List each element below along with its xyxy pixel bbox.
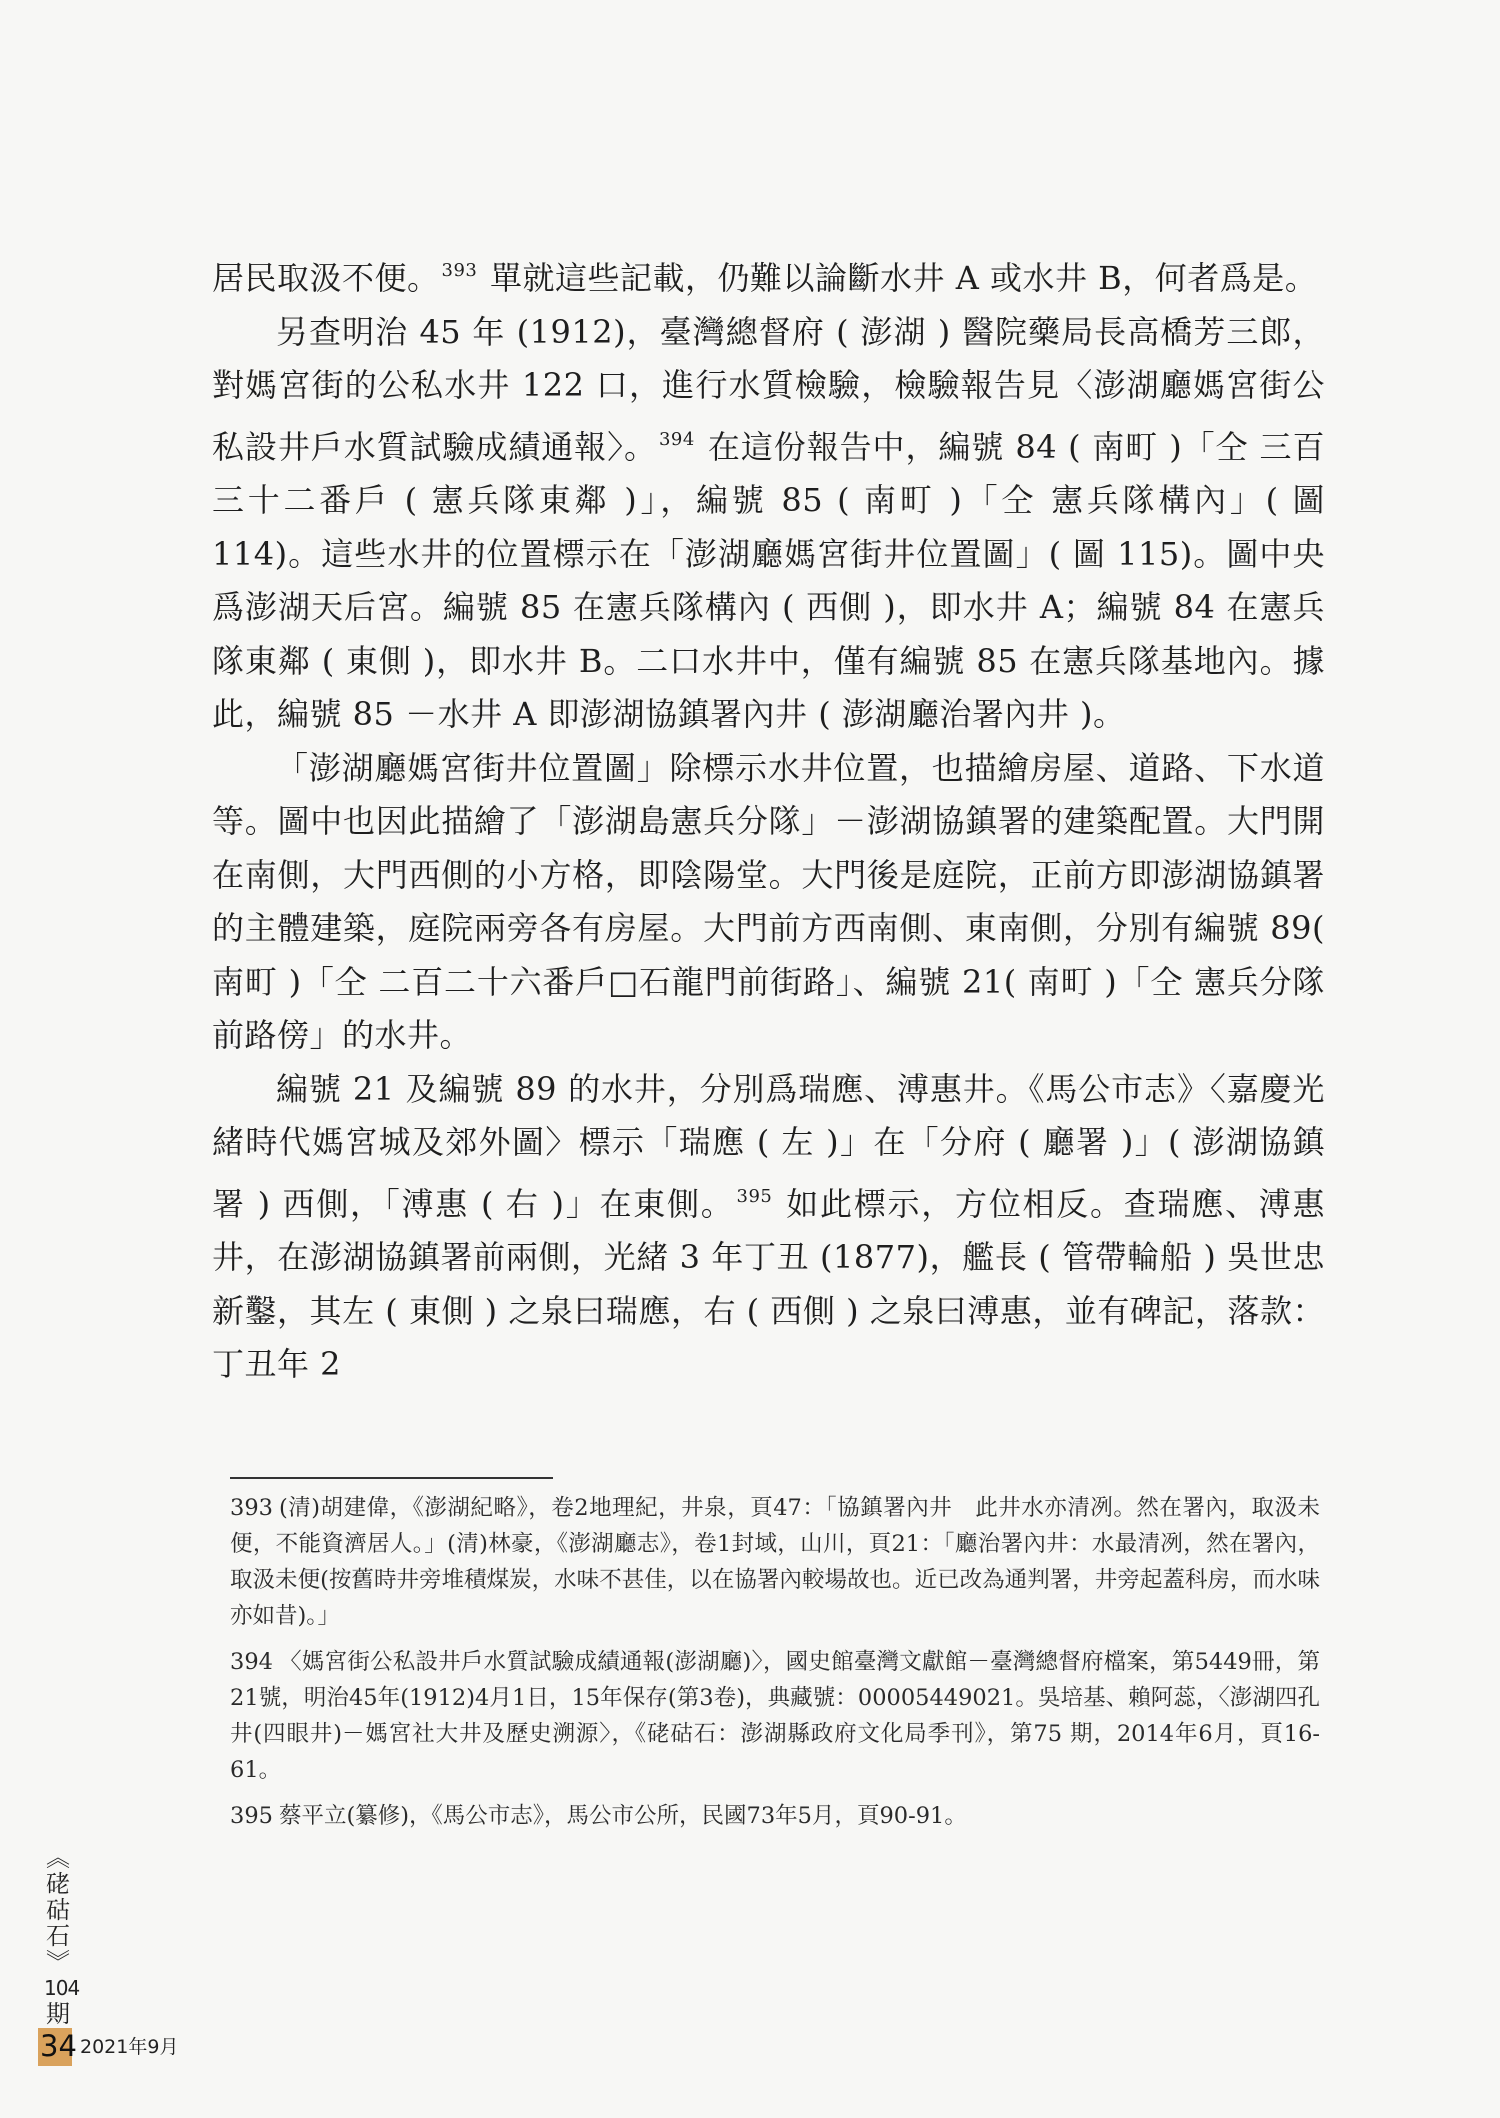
footnote-394: [230, 1644, 1320, 1788]
side-title-char: 𥑮: [46, 1896, 70, 1924]
paragraph-4: [212, 1063, 1325, 1392]
journal-side-title: [44, 1844, 80, 2028]
side-title-char: 硓: [46, 1870, 70, 1898]
paragraph-1-text-a: 居民取汲不便。: [212, 259, 440, 297]
paragraph-1: [212, 244, 1325, 306]
main-body-text: [212, 244, 1325, 1392]
footnote-text: (清)胡建偉，《澎湖紀略》，卷2地理紀，井泉，頁47：「協鎮署內井 此井水亦清冽。然在署內，取汲未便，不能資濟居人。」(清)林豪，《澎湖廳志》，卷1封域，山川，頁21：「廳治署內井：水最清冽，然在署內，取汲未便(按舊時井旁堆積煤炭，水味不甚佳，以在協署內較場故也。近已改為通判署，井旁起蓋科房，而水味亦如昔)。」: [230, 1495, 1320, 1629]
side-title-char: ︾: [46, 1948, 70, 1976]
footnotes: [230, 1490, 1320, 1844]
footnote-divider: [230, 1477, 553, 1479]
issue-date: 2021年9月: [80, 2036, 179, 2058]
footnote-ref-393[interactable]: 393: [441, 260, 478, 281]
side-title-char: ︽: [46, 1844, 70, 1872]
footnote-395: [230, 1798, 1320, 1834]
issue-label: 期: [46, 2000, 70, 2028]
paragraph-2-text-b: 在這份報告中，編號 84 ( 南町 )「仝 三百三十二番戶 ( 憲兵隊東鄰 )」，編號 85 ( 南町 )「仝 憲兵隊構內」( 圖 114)。這些水井的位置標示在「澎湖廳媽宮街井位置圖」( 圖 115)。圖中央爲澎湖天后宮。編號 85 在憲兵隊構內 ( 西側 )，即水井 A；編號 84 在憲兵隊東鄰 ( 東側 )，即水井 B。二口水井中，僅有編號 85 在憲兵隊基地內。據此，編號 85 －水井 A 即澎湖協鎮署內井 ( 澎湖廳治署內井 )。: [212, 427, 1325, 733]
paragraph-4-text-a: 編號 21 及編號 89 的水井，分別爲瑞應、溥惠井。《馬公市志》〈嘉慶光緒時代媽宮城及郊外圖〉標示「瑞應 ( 左 )」在「分府 ( 廳署 )」( 澎湖協鎮署 ) 西側，「溥惠 ( 右 )」在東側。: [212, 1069, 1325, 1223]
footnote-number: 395: [230, 1803, 273, 1829]
page-number: 34: [40, 2029, 77, 2063]
paragraph-4-text-b: 如此標示，方位相反。查瑞應、溥惠井，在澎湖協鎮署前兩側，光緒 3 年丁丑 (1877)，艦長 ( 管帶輪船 ) 吳世忠新鑿，其左 ( 東側 ) 之泉曰瑞應，右 ( 西側 ) 之泉曰溥惠，並有碑記，落款：丁丑年 2: [212, 1184, 1325, 1383]
footnote-number: 394: [230, 1649, 273, 1675]
footnote-text: 蔡平立(纂修)，《馬公市志》，馬公市公所，民國73年5月，頁90-91。: [278, 1803, 967, 1829]
paragraph-1-text-b: 單就這些記載，仍難以論斷水井 A 或水井 B，何者爲是。: [479, 259, 1318, 297]
footnote-number: 393: [230, 1495, 273, 1521]
footnote-ref-395[interactable]: 395: [736, 1185, 773, 1207]
issue-number: 104: [44, 1976, 80, 2000]
footnote-ref-394[interactable]: 394: [658, 428, 695, 450]
paragraph-3: 「澎湖廳媽宮街井位置圖」除標示水井位置，也描繪房屋、道路、下水道等。圖中也因此描繪了「澎湖島憲兵分隊」－澎湖協鎮署的建築配置。大門開在南側，大門西側的小方格，即陰陽堂。大門後是庭院，正前方即澎湖協鎮署的主體建築，庭院兩旁各有房屋。大門前方西南側、東南側，分別有編號 89( 南町 )「仝 二百二十六番戶□石龍門前街路」、編號 21( 南町 )「仝 憲兵分隊前路傍」的水井。: [212, 748, 1325, 1054]
paragraph-2-text-a: 另查明治 45 年 (1912)，臺灣總督府 ( 澎湖 ) 醫院藥局長高橋芳三郎，對媽宮街的公私水井 122 口，進行水質檢驗，檢驗報告見〈澎湖廳媽宮街公私設井戶水質試驗成績通報〉。: [212, 312, 1325, 466]
side-title-char: 石: [46, 1922, 70, 1950]
footnote-393: [230, 1490, 1320, 1634]
paragraph-2: [212, 306, 1325, 742]
footnote-text: 〈媽宮街公私設井戶水質試驗成績通報(澎湖廳)〉，國史館臺灣文獻館－臺灣總督府檔案，第5449冊，第21號，明治45年(1912)4月1日，15年保存(第3卷)，典藏號：00005449021。吳培基、賴阿蕊，〈澎湖四孔井(四眼井)－媽宮社大井及歷史溯源〉，《硓𥑮石：澎湖縣政府文化局季刊》，第75 期，2014年6月，頁16-61。: [230, 1649, 1320, 1783]
